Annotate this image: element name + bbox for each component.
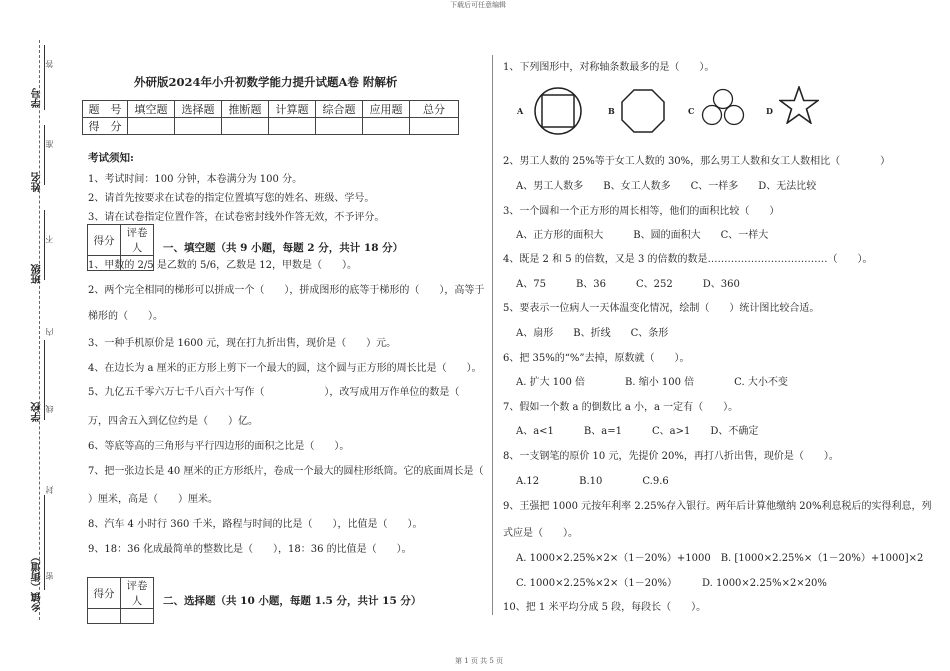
- option-label: D: [766, 106, 773, 116]
- answer-options: A、a<1 B、a=1 C、a>1 D、不确定: [516, 426, 759, 437]
- instruction-item: 3、请在试卷指定位置作答，在试卷密封线外作答无效，不予评分。: [88, 212, 385, 223]
- instructions-heading: 考试须知:: [88, 152, 134, 164]
- answer-options: A、扇形 B、折线 C、条形: [516, 328, 669, 339]
- answer-options: A.12 B.10 C.9.6: [516, 476, 669, 487]
- table-cell: 评卷人: [121, 225, 154, 256]
- question-line: 6、等底等高的三角形与平行四边形的面积之比是（ ）。: [88, 441, 350, 452]
- question-line: 万，四舍五入到亿位约是（ ）亿。: [88, 416, 258, 427]
- option-label: B: [608, 106, 615, 116]
- seal-line: [39, 40, 40, 620]
- section1-heading: 一、填空题（共 9 小题，每题 2 分，共计 18 分）: [163, 242, 404, 254]
- answer-options: C. 1000×2.25%×2×（1－20%） D. 1000×2.25%×2×20%: [516, 578, 827, 589]
- margin-mark: 准: [45, 140, 54, 148]
- table-cell: 应用题: [363, 101, 410, 118]
- grader-input-cell[interactable]: [121, 609, 154, 624]
- octagon-figure: [620, 88, 666, 134]
- answer-options: A、75 B、36 C、252 D、360: [516, 279, 740, 290]
- question-line: 5、九亿五千零六万七千八百六十写作（ ），改写成用万作单位的数是（: [88, 387, 490, 398]
- margin-mark: 封: [45, 486, 54, 494]
- option-label: A: [517, 106, 524, 116]
- table-row: [88, 225, 154, 256]
- table-cell: 评卷人: [121, 578, 154, 609]
- table-cell: 综合题: [316, 101, 363, 118]
- question-line: 4、在边长为 a 厘米的正方形上剪下一个最大的圆，这个圆与正方形的周长比是（ ）。: [88, 363, 482, 374]
- answer-options: A. 扩大 100 倍 B. 缩小 100 倍 C. 大小不变: [516, 377, 788, 388]
- margin-blank: [44, 45, 45, 110]
- score-input-cell[interactable]: [175, 118, 222, 135]
- margin-mark: 密: [45, 572, 54, 580]
- question-line: 9、王强把 1000 元按年利率 2.25%存入银行。两年后计算他缴纳 20%利息税后的实得利息，列: [503, 501, 932, 512]
- section2-heading: 二、选择题（共 10 小题，每题 1.5 分，共计 15 分）: [163, 595, 422, 607]
- table-cell: 推断题: [222, 101, 269, 118]
- table-cell: 得 分: [83, 118, 128, 135]
- question-line: 式应是（ ）。: [503, 528, 578, 539]
- score-input-cell[interactable]: [222, 118, 269, 135]
- question-line: 4、既是 2 和 5 的倍数，又是 3 的倍数的数是………………………………（ ）。: [503, 254, 873, 265]
- option-label: C: [688, 106, 695, 116]
- question-line: 10、把 1 米平均分成 5 段，每段长（ ）。: [503, 602, 707, 613]
- question-line: 2、男工人数的 25%等于女工人数的 30%，那么男工人数和女工人数相比（ ）: [503, 156, 891, 167]
- circle-square-figure: [533, 86, 583, 136]
- page-title: 外研版2024年小升初数学能力提升试题A卷 附解析: [134, 75, 398, 89]
- question-line: 7、假如一个数 a 的倒数比 a 小，a 一定有（ ）。: [503, 402, 739, 413]
- table-cell: 计算题: [269, 101, 316, 118]
- instruction-item: 1、考试时间：100 分钟，本卷满分为 100 分。: [88, 174, 303, 185]
- score-input-cell[interactable]: [269, 118, 316, 135]
- table-cell: 得分: [88, 578, 121, 609]
- margin-mark: 答: [45, 60, 54, 68]
- question-line: 梯形的（ ）。: [88, 311, 163, 322]
- top-note: 下载后可任意编辑: [450, 1, 506, 9]
- question-line: 9、18：36 化成最简单的整数比是（ ），18：36 的比值是（ ）。: [88, 544, 412, 555]
- margin-label-school: 学校: [32, 402, 43, 422]
- question-line: 8、一支钢笔的原价 10 元，先提价 20%，再打八折出售，现价是（ ）。: [503, 451, 839, 462]
- table-cell: 填空题: [128, 101, 175, 118]
- table-row: [83, 118, 459, 135]
- instruction-item: 2、请首先按要求在试卷的指定位置填写您的姓名、班级、学号。: [88, 193, 375, 204]
- star-figure: [779, 86, 819, 124]
- table-cell: 题 号: [83, 101, 128, 118]
- score-input-cell[interactable]: [316, 118, 363, 135]
- question-line: 1、甲数的 2/5 是乙数的 5/6，乙数是 12，甲数是（ ）。: [88, 260, 357, 271]
- margin-mark: 内: [45, 328, 54, 336]
- margin-label-student-id: 学号: [32, 88, 43, 108]
- grader-input-cell[interactable]: [88, 609, 121, 624]
- score-table: [82, 100, 459, 135]
- score-input-cell[interactable]: [363, 118, 410, 135]
- table-row: [83, 101, 459, 118]
- margin-mark: 不: [45, 235, 54, 243]
- column-divider: [492, 55, 493, 615]
- margin-label-township: 乡镇（街道）: [32, 552, 43, 612]
- table-cell: 总分: [410, 101, 459, 118]
- question-line: 7、把一张边长是 40 厘米的正方形纸片，卷成一个最大的圆柱形纸筒。它的底面周长是（: [88, 466, 484, 477]
- question-line: 3、一个圆和一个正方形的周长相等，他们的面积比较（ ）: [503, 206, 780, 217]
- margin-label-class: 班级: [32, 264, 43, 284]
- answer-options: A、男工人数多 B、女工人数多 C、一样多 D、无法比较: [516, 181, 817, 192]
- table-row: [88, 609, 154, 624]
- question-line: 5、要表示一位病人一天体温变化情况，绘制（ ）统计图比较合适。: [503, 303, 820, 314]
- score-input-cell[interactable]: [128, 118, 175, 135]
- page-number: 第 1 页 共 5 页: [455, 657, 504, 665]
- question-line: 2、两个完全相同的梯形可以拼成一个（ ），拼成图形的底等于梯形的（ ），高等于: [88, 285, 485, 296]
- question-line: 8、汽车 4 小时行 360 千米，路程与时间的比是（ ），比值是（ ）。: [88, 519, 423, 530]
- margin-mark: 线: [45, 405, 54, 413]
- score-input-cell[interactable]: [410, 118, 459, 135]
- question-line: ）厘米，高是（ ）厘米。: [88, 494, 218, 505]
- three-circles-figure: [700, 88, 746, 128]
- answer-options: A. 1000×2.25%×2×（1－20%）+1000 B. [1000×2.25%×（1－20%）+1000]×2: [516, 553, 924, 564]
- margin-blank: [44, 210, 45, 280]
- answer-options: A、正方形的面积大 B、圆的面积大 C、一样大: [516, 230, 769, 241]
- question-line: 6、把 35%的“%”去掉，原数就（ ）。: [503, 353, 690, 364]
- table-row: [88, 578, 154, 609]
- table-cell: 得分: [88, 225, 121, 256]
- question-line: 3、一种手机原价是 1600 元，现在打九折出售，现价是（ ）元。: [88, 338, 397, 349]
- margin-label-name: 姓名: [32, 172, 43, 192]
- margin-blank: [44, 125, 45, 185]
- table-cell: 选择题: [175, 101, 222, 118]
- grader-table: [87, 577, 154, 624]
- question-line: 1、下列图形中，对称轴条数最多的是（ ）。: [503, 62, 715, 73]
